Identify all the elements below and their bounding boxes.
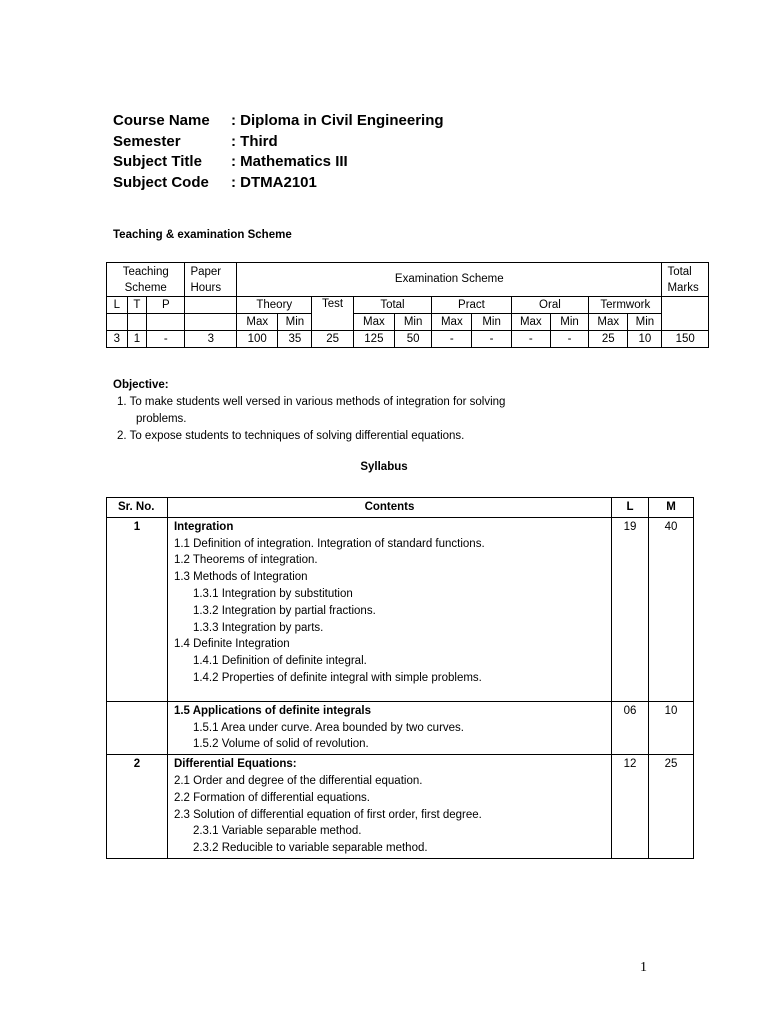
oral-min-value: - (550, 331, 588, 348)
course-header (113, 111, 444, 193)
semester-row (113, 132, 444, 153)
objective-title: Objective: (113, 379, 169, 391)
course-name-row (113, 111, 444, 132)
subject-title-label: Subject Title (113, 153, 202, 170)
list-item: 1.5.2 Volume of solid of revolution. (192, 738, 369, 751)
row-3-title: Differential Equations: (173, 758, 297, 771)
total-marks-blank (662, 297, 709, 331)
l-blank (107, 314, 128, 331)
table-row (107, 701, 694, 754)
oral-header: Oral (511, 297, 588, 314)
row-2-sr (107, 701, 168, 754)
page-number: 1 (640, 960, 647, 975)
pract-min-header: Min (472, 314, 511, 331)
row-2-l: 06 (612, 701, 649, 754)
hours-blank (185, 314, 237, 331)
table-row (107, 755, 694, 859)
p-header: P (147, 297, 185, 314)
list-item: 1.2 Theorems of integration. (173, 554, 318, 567)
termwork-header: Termwork (589, 297, 662, 314)
total-marks-header: Total Marks (662, 263, 709, 297)
pract-max-value: - (432, 331, 472, 348)
list-item: 1.1 Definition of integration. Integration of standard functions. (173, 537, 485, 550)
list-item: 2.1 Order and degree of the differential equation. (173, 774, 423, 787)
list-item: 2.2 Formation of differential equations. (173, 791, 370, 804)
list-item: 1.4 Definite Integration (173, 638, 290, 651)
t-blank (127, 314, 147, 331)
termwork-min-header: Min (628, 314, 662, 331)
row-2-contents (167, 701, 611, 754)
t-value: 1 (127, 331, 147, 348)
theory-max-header: Max (237, 314, 278, 331)
subject-title-value: : Mathematics III (231, 153, 348, 170)
theory-min-value: 35 (278, 331, 312, 348)
termwork-max-value: 25 (589, 331, 628, 348)
row-2-title: 1.5 Applications of definite integrals (173, 704, 371, 717)
row-3-l: 12 (612, 755, 649, 859)
total-marks-value: 150 (662, 331, 709, 348)
total-min-value: 50 (395, 331, 432, 348)
sr-no-header: Sr. No. (107, 498, 168, 518)
list-item: 1.3 Methods of Integration (173, 571, 308, 584)
subject-code-value: : DTMA2101 (231, 173, 317, 191)
p-blank (147, 314, 185, 331)
paper-hours-blank (185, 297, 237, 314)
oral-min-header: Min (550, 314, 588, 331)
paper-hours-header: Paper Hours (185, 263, 237, 297)
subject-code-row (113, 173, 444, 194)
oral-max-value: - (511, 331, 550, 348)
pract-header: Pract (432, 297, 512, 314)
syllabus-table (106, 497, 694, 859)
course-name-label: Course Name (113, 112, 210, 129)
objective-item-1-continued: problems. (136, 413, 187, 425)
termwork-min-value: 10 (628, 331, 662, 348)
list-item: 1.4.1 Definition of definite integral. (192, 655, 367, 668)
row-1-l: 19 (612, 517, 649, 701)
test-header: Test (312, 297, 353, 331)
syllabus-title: Syllabus (360, 461, 408, 473)
oral-max-header: Max (511, 314, 550, 331)
teaching-scheme-header: Teaching Scheme (107, 263, 185, 297)
list-item: 1.3.3 Integration by parts. (192, 621, 324, 634)
list-item: 2.3 Solution of differential equation of first order, first degree. (173, 808, 482, 821)
objective-item-2: 2. To expose students to techniques of solving differential equations. (117, 430, 465, 442)
l-value: 3 (107, 331, 128, 348)
row-2-m: 10 (649, 701, 694, 754)
semester-label: Semester (113, 132, 181, 150)
theory-min-header: Min (278, 314, 312, 331)
row-3-sr: 2 (107, 755, 168, 859)
termwork-max-header: Max (589, 314, 628, 331)
list-item: 1.5.1 Area under curve. Area bounded by two curves. (192, 721, 464, 734)
row-1-m: 40 (649, 517, 694, 701)
total-max-header: Max (353, 314, 394, 331)
p-value: - (147, 331, 185, 348)
row-1-sr: 1 (107, 517, 168, 701)
table-row (107, 517, 694, 701)
m-column-header: M (649, 498, 694, 518)
row-1-contents (167, 517, 611, 701)
test-value: 25 (312, 331, 353, 348)
row-1-title: Integration (173, 520, 234, 533)
hours-value: 3 (185, 331, 237, 348)
total-header: Total (353, 297, 431, 314)
objective-section (113, 377, 505, 445)
row-3-m: 25 (649, 755, 694, 859)
theory-header: Theory (237, 297, 312, 314)
list-item: 1.3.2 Integration by partial fractions. (192, 604, 376, 617)
examination-scheme-table (106, 262, 709, 348)
semester-value: : Third (231, 132, 278, 150)
list-item: 2.3.1 Variable separable method. (192, 825, 362, 838)
subject-code-label: Subject Code (113, 173, 209, 191)
list-item: 2.3.2 Reducible to variable separable method. (192, 842, 428, 855)
t-header: T (127, 297, 147, 314)
examination-scheme-header: Examination Scheme (237, 263, 662, 297)
row-3-contents (167, 755, 611, 859)
course-name-value: : Diploma in Civil Engineering (231, 112, 444, 129)
scheme-title: Teaching & examination Scheme (113, 229, 292, 241)
subject-title-row (113, 152, 444, 173)
objective-item-1: 1. To make students well versed in various methods of integration for solving (117, 396, 506, 408)
l-header: L (107, 297, 128, 314)
total-min-header: Min (395, 314, 432, 331)
list-item: 1.4.2 Properties of definite integral with simple problems. (192, 671, 482, 684)
total-max-value: 125 (353, 331, 394, 348)
pract-min-value: - (472, 331, 511, 348)
pract-max-header: Max (432, 314, 472, 331)
list-item: 1.3.1 Integration by substitution (192, 587, 353, 600)
theory-max-value: 100 (237, 331, 278, 348)
l-column-header: L (612, 498, 649, 518)
contents-header: Contents (167, 498, 611, 518)
